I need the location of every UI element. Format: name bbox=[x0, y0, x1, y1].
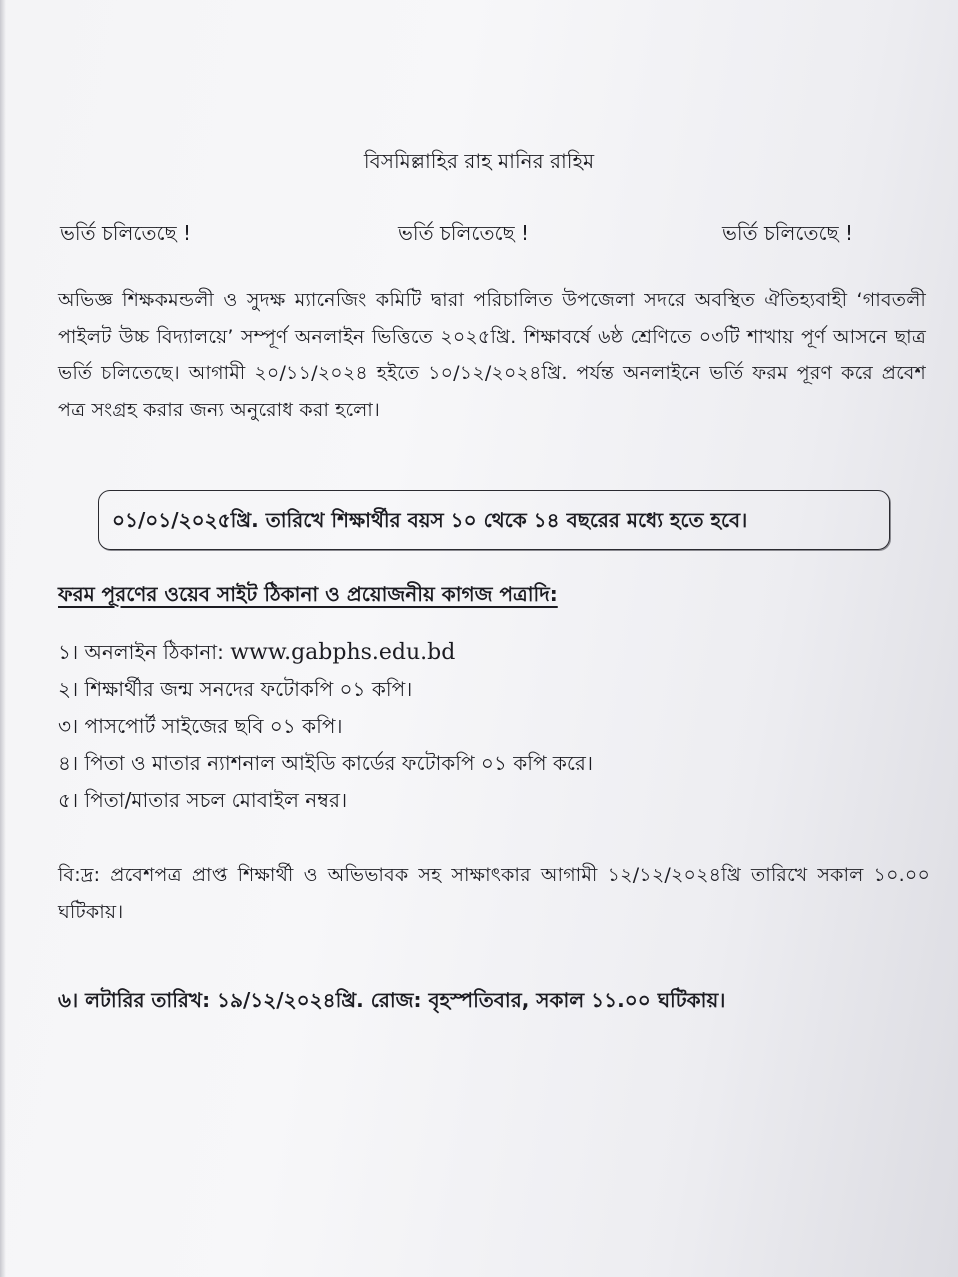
bismillah-heading: বিসমিল্লাহির রাহ মানির রাহিম bbox=[363, 149, 595, 173]
requirement-number: ৪। bbox=[58, 751, 79, 775]
requirement-text: অনলাইন ঠিকানা: bbox=[84, 640, 224, 664]
intro-paragraph: অভিজ্ঞ শিক্ষকমন্ডলী ও সুদক্ষ ম্যানেজিং কমিটি দ্বারা পরিচালিত উপজেলা সদরে অবস্থিত ঐতিহ্যবাহী ‘গাবতলী পাইলট উচ্চ বিদ্যালয়ে’ সম্পূর্ণ অনলাইন ভিত্তিতে ২০২৫খ্রি. শিক্ষাবর্ষে ৬ষ্ঠ শ্রেণিতে ০৩টি শাখায় পূর্ণ আসনে ছাত্র ভর্তি চলিতেছে। আগামী ২০/১১/২০২৪ হইতে ১০/১২/২০২৪খ্রি. পর্যন্ত অনলাইনে ভর্তি ফরম পূরণ করে প্রবেশ পত্র সংগ্রহ করার জন্য অনুরোধ করা হলো। bbox=[58, 289, 926, 421]
requirement-text: পাসপোর্ট সাইজের ছবি ০১ কপি। bbox=[84, 714, 343, 738]
requirement-number: ১। bbox=[58, 640, 79, 664]
website-link[interactable]: www.gabphs.edu.bd bbox=[230, 640, 456, 665]
lottery-date-line: ৬। লটারির তারিখ: ১৯/১২/২০২৪খ্রি. রোজ: বৃহস্পতিবার, সকাল ১১.০০ ঘটিকায়। bbox=[58, 988, 726, 1012]
interview-note: বি:দ্র: প্রবেশপত্র প্রাপ্ত শিক্ষার্থী ও অভিভাবক সহ সাক্ষাৎকার আগামী ১২/১২/২০২৪খ্রি তারিখে সকাল ১০.০০ ঘটিকায়। bbox=[58, 864, 930, 923]
admission-open-label-1: ভর্তি চলিতেছে ! bbox=[60, 221, 191, 245]
requirement-text: পিতা/মাতার সচল মোবাইল নম্বর। bbox=[84, 788, 348, 812]
requirement-item-5 bbox=[58, 782, 918, 819]
requirement-item-1 bbox=[58, 634, 918, 671]
requirement-text: শিক্ষার্থীর জন্ম সনদের ফটোকপি ০১ কপি। bbox=[84, 677, 413, 701]
requirements-list bbox=[58, 634, 918, 819]
requirement-item-3 bbox=[58, 708, 918, 745]
requirement-item-2 bbox=[58, 671, 918, 708]
age-notice-text: ০১/০১/২০২৫খ্রি. তারিখে শিক্ষার্থীর বয়স ১০ থেকে ১৪ বছরের মধ্যে হতে হবে। bbox=[112, 508, 748, 532]
requirement-number: ২। bbox=[58, 677, 79, 701]
admission-open-label-2: ভর্তি চলিতেছে ! bbox=[398, 221, 529, 245]
requirements-title: ফরম পূরণের ওয়েব সাইট ঠিকানা ও প্রয়োজনীয় কাগজ পত্রাদি: bbox=[58, 582, 558, 606]
requirement-number: ৩। bbox=[58, 714, 79, 738]
requirement-item-4 bbox=[58, 745, 918, 782]
admission-open-label-3: ভর্তি চলিতেছে ! bbox=[722, 221, 853, 245]
requirement-number: ৫। bbox=[58, 788, 79, 812]
paper-shadow-edge bbox=[0, 0, 6, 1277]
requirement-text: পিতা ও মাতার ন্যাশনাল আইডি কার্ডের ফটোকপি ০১ কপি করে। bbox=[84, 751, 594, 775]
